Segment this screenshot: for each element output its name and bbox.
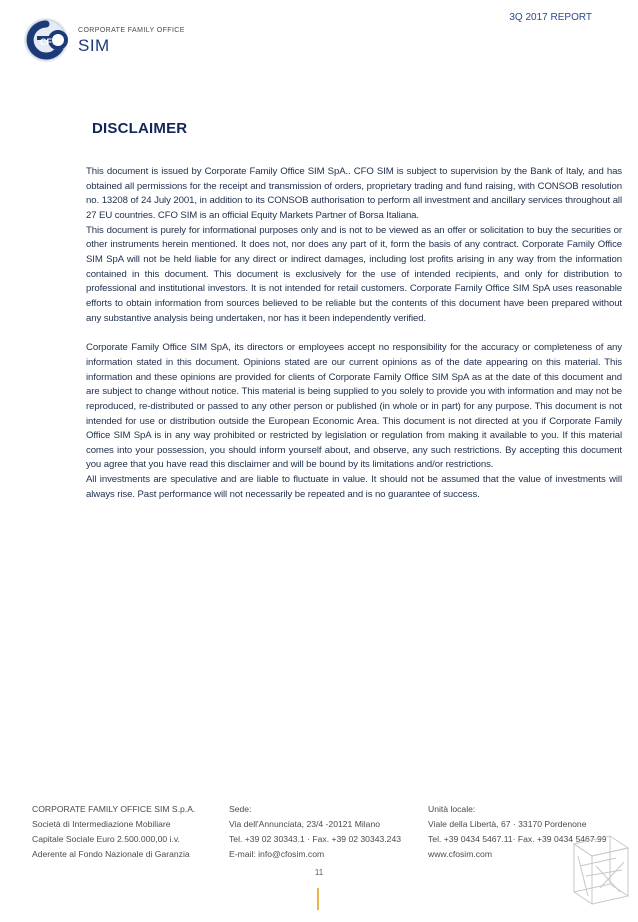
footer-hq-label: Sede: (229, 804, 252, 814)
wireframe-cube-icon (566, 826, 632, 910)
footer-company-type: Società di Intermediazione Mobiliare (32, 819, 171, 829)
page-title: DISCLAIMER (92, 120, 188, 137)
page-marker (317, 888, 319, 910)
logo-letters: CFO (40, 37, 59, 47)
disclaimer-paragraph-3: Corporate Family Office SIM SpA, its directors or employees accept no responsibility for the accuracy or completeness of any information stated in this document. Opinions stated are our current opinions as of the date appearing on this material. This information and these opinions are provided for clients of Corporate Family Office SIM SpA as at the date of this document and are subject to change without notice. This material is being supplied to you solely to provide you with information and may not be reproduced, re-distributed or passed to any other person or published (in whole or in part) for any purpose. This document is not intended for use or distribution outside the European Economic Area. This document is not directed at you if Corporate Family Office SIM SpA is in any way prohibited or restricted by legislation or regulation from making it available to you. If this material comes into your possession, you should inform yourself about, and observe, any such restrictions. By accepting this document you agree that you have read this disclaimer and will be bound by its limitations and/or restrictions. (86, 342, 622, 471)
footer-website-link[interactable]: www.cfosim.com (428, 849, 492, 859)
footer-company-info (32, 802, 195, 862)
footer-company-name: CORPORATE FAMILY OFFICE SIM S.p.A. (32, 804, 196, 814)
footer-hq-phone: Tel. +39 02 30343.1 · Fax. +39 02 30343.243 (229, 834, 402, 844)
footer-company-fund: Aderente al Fondo Nazionale di Garanzia (32, 849, 190, 859)
footer-hq-address: Via dell'Annunciata, 23/4 -20121 Milano (229, 819, 381, 829)
logo-company-name: CORPORATE FAMILY OFFICE (78, 27, 185, 34)
paragraph-spacer (86, 326, 622, 341)
logo-brand: SIM (78, 36, 110, 55)
page-number: 11 (314, 868, 324, 877)
footer-hq-email[interactable]: E-mail: info@cfosim.com (229, 849, 325, 859)
disclaimer-paragraph-4: All investments are speculative and are liable to fluctuate in value. It should not be assumed that the value of investments will always rise. Past performance will not necessarily be repeated and is no guarantee of success. (86, 474, 622, 500)
disclaimer-paragraph-1: This document is issued by Corporate Family Office SIM SpA.. CFO SIM is subject to supervision by the Bank of Italy, and has obtained all permissions for the receipt and transmission of orders, proprietary trading and fund raising, with CONSOB resolution no. 13208 of 24 July 2001, in addition to its CONSOB authorisation to perform all investment and ancillary services throughout all 27 EU countries. CFO SIM is an official Equity Markets Partner of Borsa Italiana. (86, 166, 622, 221)
footer-company-capital: Capitale Sociale Euro 2.500.000,00 i.v. (32, 834, 180, 844)
report-label: 3Q 2017 REPORT (509, 12, 592, 23)
disclaimer-body (86, 165, 622, 502)
footer-headquarters (229, 802, 401, 862)
footer-local-phone: Tel. +39 0434 5467.11· Fax. +39 0434 5467.99 (428, 834, 607, 844)
footer-local-address: Viale della Libertà, 67 · 33170 Pordenone (428, 819, 587, 829)
footer-local-label: Unità locale: (428, 804, 476, 814)
disclaimer-paragraph-2: This document is purely for informational purposes only and is not to be viewed as an offer or solicitation to buy the securities or other instruments herein mentioned. It does not, nor does any part of it, form the basis of any contract. Corporate Family Office SIM SpA will not be held liable for any direct or indirect damages, including lost profits arising in any way from the information contained in this document. This document is exclusively for the use of intended recipients, and only for distribution to professional and institutional investors. It is not intended for retail customers. Corporate Family Office SIM SpA uses reasonable efforts to obtain information from sources believed to be reliable but the contents of this document have been prepared without any substantive analysis being undertaken, nor has it been independently verified. (86, 224, 622, 324)
